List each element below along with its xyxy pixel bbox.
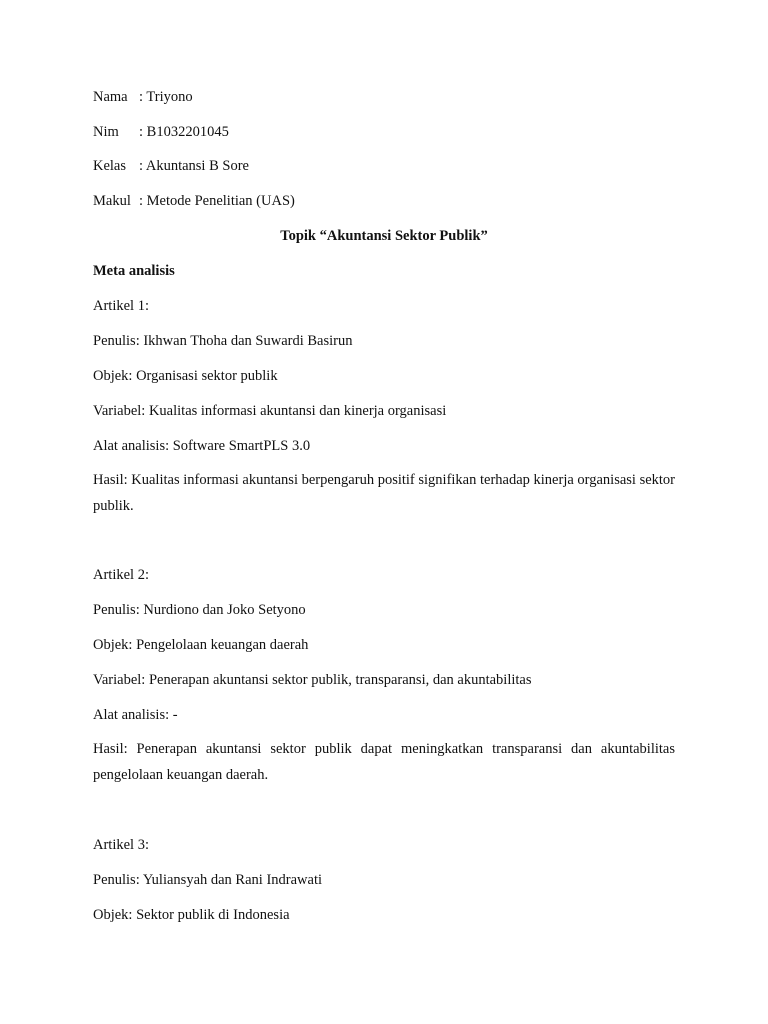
article-3-objek: Objek: Sektor publik di Indonesia bbox=[93, 907, 290, 923]
article-1-variabel: Variabel: Kualitas informasi akuntansi dan kinerja organisasi bbox=[93, 403, 447, 419]
article-2-penulis: Penulis: Nurdiono dan Joko Setyono bbox=[93, 602, 306, 618]
kelas-value: : Akuntansi B Sore bbox=[139, 158, 249, 174]
article-1-penulis: Penulis: Ikhwan Thoha dan Suwardi Basirun bbox=[93, 333, 353, 349]
nama-value: : Triyono bbox=[139, 89, 193, 105]
article-2-alat: Alat analisis: - bbox=[93, 707, 178, 723]
makul-label: Makul bbox=[93, 193, 131, 209]
document-page bbox=[93, 0, 675, 1024]
article-2-objek: Objek: Pengelolaan keuangan daerah bbox=[93, 637, 309, 653]
article-1-alat: Alat analisis: Software SmartPLS 3.0 bbox=[93, 438, 311, 454]
nim-value: : B1032201045 bbox=[139, 124, 229, 140]
topic-title: Topik “Akuntansi Sektor Publik” bbox=[280, 228, 488, 244]
makul-value: : Metode Penelitian (UAS) bbox=[139, 193, 295, 209]
article-1-objek: Objek: Organisasi sektor publik bbox=[93, 368, 278, 384]
article-3-penulis: Penulis: Yuliansyah dan Rani Indrawati bbox=[93, 872, 323, 888]
makul-row bbox=[93, 192, 295, 210]
kelas-row bbox=[93, 157, 249, 175]
article-2-heading: Artikel 2: bbox=[93, 567, 149, 583]
nama-label: Nama bbox=[93, 89, 128, 105]
nama-row bbox=[93, 88, 193, 106]
article-2-hasil: Hasil: Penerapan akuntansi sektor publik dapat meningkatkan transparansi dan akuntabilitas pengelolaan keuangan daerah. bbox=[93, 741, 675, 783]
kelas-label: Kelas bbox=[93, 158, 127, 174]
article-2-variabel: Variabel: Penerapan akuntansi sektor publik, transparansi, dan akuntabilitas bbox=[93, 672, 532, 688]
article-1-heading: Artikel 1: bbox=[93, 298, 149, 314]
nim-row bbox=[93, 123, 229, 141]
article-1-hasil: Hasil: Kualitas informasi akuntansi berpengaruh positif signifikan terhadap kinerja organisasi sektor publik. bbox=[93, 472, 676, 514]
article-3-heading: Artikel 3: bbox=[93, 837, 149, 853]
nim-label: Nim bbox=[93, 124, 119, 140]
section-title: Meta analisis bbox=[93, 263, 175, 279]
